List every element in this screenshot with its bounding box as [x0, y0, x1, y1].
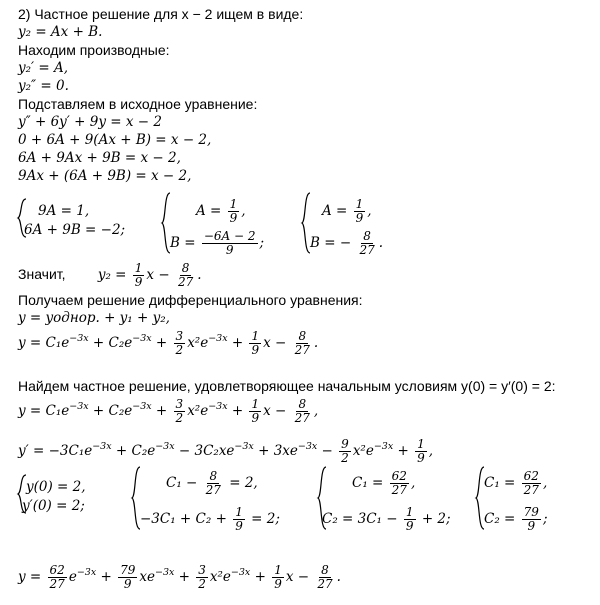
numerator: 1	[355, 197, 364, 211]
numerator: 8	[321, 563, 329, 577]
exponent: −3x	[208, 401, 228, 412]
exponent: −3x	[132, 333, 152, 344]
system-1b-eq-1	[196, 198, 246, 225]
fraction	[354, 198, 366, 225]
lhs: A =	[322, 203, 348, 219]
fraction	[249, 398, 261, 425]
general-line-2	[18, 330, 318, 357]
exponent: −3x	[76, 567, 97, 578]
particular-title: Найдем частное решение, удовлетворяющее начальным условиям y(0) = y′(0) = 2:	[18, 378, 556, 394]
numerator: 9	[341, 437, 349, 451]
fraction	[339, 438, 351, 465]
lhs: B =	[170, 235, 196, 251]
punct: ;	[259, 235, 265, 251]
exponent: −3x	[234, 441, 254, 452]
term: C₂ = 3C₁ −	[322, 511, 398, 527]
punct: .	[336, 569, 341, 585]
denominator: 9	[134, 275, 143, 289]
term: = 2;	[251, 511, 280, 527]
term: y′ = −3C₁e	[18, 443, 93, 459]
numerator: 1	[417, 437, 425, 451]
term: +	[227, 335, 244, 351]
term: +	[250, 569, 266, 585]
fraction	[522, 470, 541, 497]
equation-line-2: 0 + 6A + 9(Ax + B) = x − 2,	[18, 132, 212, 148]
denominator: 27	[317, 577, 333, 591]
exponent: −3x	[132, 401, 152, 412]
denominator: 9	[235, 519, 243, 533]
term: x²e	[352, 443, 374, 459]
numerator: 8	[298, 329, 307, 343]
fraction	[202, 230, 258, 257]
fraction	[357, 230, 376, 257]
general-title: Получаем решение дифференциального уравнения:	[18, 292, 363, 308]
fraction	[174, 398, 186, 425]
fraction	[176, 262, 195, 289]
numerator: −6A − 2	[203, 229, 256, 243]
exponent: −3x	[69, 333, 89, 344]
numerator: 1	[251, 329, 260, 343]
general-line-1: y = yоднор. + y₁ + y₂,	[18, 310, 170, 326]
substitution-title: Подставляем в исходное уравнение:	[18, 96, 258, 112]
fraction	[174, 330, 186, 357]
fraction	[293, 330, 312, 357]
denominator: 27	[177, 275, 194, 289]
term: − 3C₂xe	[174, 443, 235, 459]
punct: ,	[313, 403, 319, 419]
particular-derivative-line	[18, 438, 433, 465]
term: xe	[139, 569, 155, 585]
term: x²e	[209, 569, 231, 585]
lhs: y₂ =	[97, 267, 127, 283]
denominator: 27	[359, 243, 375, 257]
term: +	[151, 335, 168, 351]
denominator: 27	[49, 577, 65, 591]
punct: .	[313, 335, 319, 351]
exponent: −3x	[297, 441, 318, 452]
term: + C₂e	[88, 403, 133, 419]
term: x −	[285, 569, 310, 585]
punct: ,	[367, 203, 372, 219]
system-2b-eq-1	[166, 470, 258, 497]
numerator: 79	[120, 563, 136, 577]
numerator: 62	[391, 469, 407, 483]
denominator: 27	[391, 483, 407, 497]
denominator: 2	[341, 451, 349, 465]
term: y = C₁e	[18, 335, 70, 351]
denominator: 9	[355, 211, 364, 225]
particular-y-line	[18, 398, 318, 425]
term: y = C₁e	[18, 403, 70, 419]
fraction	[249, 330, 261, 357]
denominator: 27	[523, 483, 539, 497]
term: C₂ =	[484, 511, 516, 527]
fraction	[133, 262, 145, 289]
fraction	[272, 564, 284, 591]
fraction	[196, 564, 208, 591]
exponent: −3x	[92, 441, 112, 452]
first-derivative: y₂′ = A,	[18, 60, 69, 76]
exponent: −3x	[154, 567, 175, 578]
lhs: A =	[196, 203, 222, 219]
initial-condition-2: y′(0) = 2;	[22, 498, 85, 514]
denominator: 9	[251, 411, 260, 425]
term: +	[151, 403, 168, 419]
term: C₁ =	[484, 475, 516, 491]
system-2d-eq-1	[484, 470, 547, 497]
punct: ,	[410, 475, 416, 491]
derivatives-title: Находим производные:	[18, 42, 170, 58]
system-2c-eq-2	[322, 506, 451, 533]
denominator: 2	[175, 343, 184, 357]
system-2d-eq-2	[484, 506, 548, 533]
fraction	[293, 398, 312, 425]
term: +	[96, 569, 112, 585]
numerator: 3	[198, 563, 206, 577]
exponent: −3x	[373, 441, 394, 452]
denominator: 9	[229, 211, 238, 225]
lhs: B = −	[310, 235, 352, 251]
system-1b-eq-2	[170, 230, 264, 257]
term: e	[68, 569, 77, 585]
term: + 2;	[421, 511, 451, 527]
numerator: 3	[175, 397, 184, 411]
denominator: 9	[274, 577, 282, 591]
therefore-label: Значит,	[18, 266, 66, 282]
numerator: 1	[251, 397, 260, 411]
denominator: 9	[527, 519, 536, 533]
numerator: 8	[363, 229, 371, 243]
equation-line-4: 9Ax + (6A + 9B) = x − 2,	[18, 168, 192, 184]
punct: ,	[428, 443, 434, 459]
term: −	[317, 443, 333, 459]
punct: .	[197, 267, 202, 283]
exponent: −3x	[69, 401, 89, 412]
term: C₁ −	[166, 475, 198, 491]
therefore-line	[18, 262, 202, 289]
exponent: −3x	[155, 441, 175, 452]
denominator: 27	[294, 411, 310, 425]
term: = 2,	[229, 475, 258, 491]
term: x −	[263, 403, 287, 419]
denominator: 2	[198, 577, 206, 591]
denominator: 9	[405, 519, 414, 533]
numerator: 8	[298, 397, 307, 411]
term: x²e	[187, 403, 209, 419]
final-answer	[18, 564, 341, 591]
system-2b-eq-2	[140, 506, 280, 533]
term: x −	[146, 267, 170, 283]
fraction	[233, 506, 245, 533]
numerator: 62	[523, 469, 539, 483]
denominator: 9	[417, 451, 425, 465]
punct: .	[378, 235, 384, 251]
fraction	[48, 564, 67, 591]
numerator: 79	[523, 505, 539, 519]
term: +	[174, 569, 190, 585]
term: C₁ =	[352, 475, 384, 491]
numerator: 1	[405, 505, 414, 519]
numerator: 1	[235, 505, 243, 519]
fraction	[315, 564, 334, 591]
denominator: 2	[175, 411, 184, 425]
term: +	[227, 403, 244, 419]
denominator: 9	[123, 577, 132, 591]
second-derivative: y₂″ = 0.	[18, 78, 69, 94]
punct: ;	[542, 511, 548, 527]
equation-line-1: y″ + 6y′ + 9y = x − 2	[18, 114, 162, 130]
numerator: 8	[209, 469, 218, 483]
equation-line-3: 6A + 9Ax + 9B = x − 2,	[18, 150, 181, 166]
numerator: 1	[274, 563, 282, 577]
system-2c-eq-1	[352, 470, 415, 497]
denominator: 9	[251, 343, 260, 357]
fraction	[204, 470, 223, 497]
system-1-eq-1: 9A = 1,	[38, 203, 90, 219]
term: + 3xe	[253, 443, 298, 459]
denominator: 9	[225, 243, 234, 257]
numerator: 1	[229, 197, 238, 211]
denominator: 27	[205, 483, 221, 497]
system-1-eq-2: 6A + 9B = −2;	[24, 222, 126, 238]
fraction	[415, 438, 427, 465]
exponent: −3x	[208, 333, 228, 344]
system-1c-eq-2	[310, 230, 383, 257]
fraction	[118, 564, 137, 591]
term: + C₂e	[88, 335, 133, 351]
numerator: 8	[181, 261, 190, 275]
term: x −	[263, 335, 287, 351]
fraction	[404, 506, 416, 533]
punct: ,	[241, 203, 246, 219]
punct: ,	[542, 475, 548, 491]
denominator: 27	[294, 343, 310, 357]
lhs: y =	[18, 569, 42, 585]
system-1c-eq-1	[322, 198, 372, 225]
numerator: 62	[49, 563, 65, 577]
fraction	[522, 506, 541, 533]
fraction	[390, 470, 409, 497]
initial-condition-1: y(0) = 2,	[26, 479, 86, 495]
particular-form: y₂ = Ax + B.	[18, 24, 103, 40]
fraction	[228, 198, 240, 225]
term: −3C₁ + C₂ +	[140, 511, 227, 527]
numerator: 3	[175, 329, 184, 343]
numerator: 1	[134, 261, 143, 275]
section-title: 2) Частное решение для x − 2 ищем в виде:	[18, 6, 304, 22]
term: x²e	[187, 335, 209, 351]
exponent: −3x	[230, 567, 251, 578]
term: +	[393, 443, 409, 459]
term: + C₂e	[111, 443, 156, 459]
